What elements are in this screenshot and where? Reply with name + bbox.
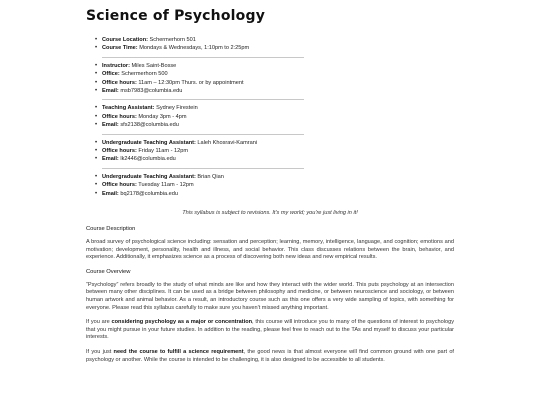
info-value: sfs2138@columbia.edu	[118, 122, 179, 129]
overview-text: If you are	[86, 319, 112, 326]
info-value: Mondays & Wednesdays, 1:10pm to 2:25pm	[137, 45, 250, 52]
info-value: 11am – 12:30pm Thurs. or by appointment	[136, 79, 244, 86]
overview-paragraph-requirement	[86, 349, 454, 364]
info-group	[92, 104, 304, 129]
info-item	[102, 139, 304, 147]
course-description-heading: Course Description	[86, 226, 136, 232]
info-item	[102, 62, 304, 70]
info-label: Email:	[102, 190, 119, 197]
info-value: Schermerhorn 501	[148, 37, 196, 43]
info-label: Email:	[102, 156, 119, 163]
info-label: Undergraduate Teaching Assistant:	[102, 173, 196, 180]
info-label: Email:	[102, 122, 119, 129]
info-label: Email:	[102, 88, 119, 95]
info-value: Friday 11am - 12pm	[136, 148, 189, 155]
overview-text: If you just	[86, 348, 114, 355]
info-value: bq2178@columbia.edu	[118, 190, 178, 197]
info-item	[102, 121, 304, 129]
info-item	[102, 70, 304, 78]
course-description-text: A broad survey of psychological science including: sensation and perception; learning, memory, intelligence, language, and cognition; emotions and motivation; development, personality, health and illness, and social behavior. This class discusses relations between the brain, behavior, and experience. Additionally, it emphasizes science as a process of discovering both new ideas and new empirical results.	[86, 239, 454, 261]
info-value: Monday 3pm - 4pm	[136, 113, 187, 120]
section-divider	[102, 168, 304, 169]
info-value: Schermerhorn 500	[119, 71, 168, 78]
info-value: msb7983@columbia.edu	[118, 88, 183, 95]
info-value: Tuesday 11am - 12pm	[136, 182, 194, 189]
info-label: Instructor:	[102, 62, 130, 69]
overview-text: , this course will introduce you to many of the questions of interest to psychology that you might pursue in your future studies. In addition to the reading, please feel free to reach out to the TAs and myself to discuss your particular interests.	[86, 319, 454, 341]
info-group	[92, 173, 304, 198]
page-title: Science of Psychology	[86, 8, 266, 24]
info-group	[92, 139, 304, 164]
info-value: lk2446@columbia.edu	[118, 156, 176, 163]
info-label: Undergraduate Teaching Assistant:	[102, 139, 196, 146]
course-body	[86, 226, 454, 371]
section-divider	[102, 57, 304, 58]
info-label: Teaching Assistant:	[102, 105, 155, 112]
info-item	[102, 181, 304, 189]
overview-emphasis: considering psychology as a major or concentration	[111, 319, 253, 326]
info-item	[102, 155, 304, 163]
overview-paragraph: “Psychology” refers broadly to the study of what minds are like and how they interact with the wider world. This puts psychology at an intersection between many other disciplines. It can be used as a bridge between philosophy and medicine, or between neuroscience and sociology, or between human artwork and animal behavior. As a result, an introductory course such as this one offers a very wide sampling of topics, with something for everyone. Please read this syllabus carefully to make sure you haven't missed anything important.	[86, 281, 454, 311]
info-label: Course Location:	[102, 37, 148, 43]
info-group	[92, 36, 304, 53]
course-info	[92, 36, 304, 198]
info-label: Office hours:	[102, 148, 137, 155]
overview-text: , the good news is that almost everyone will find common ground with one part of psychology or another. While the course is intended to be challenging, it is also designed to be accessible to all students.	[86, 348, 454, 363]
info-label: Office hours:	[102, 79, 137, 86]
info-value: Brian Qian	[195, 173, 224, 180]
syllabus-note: This syllabus is subject to revisions. It's my world; you're just living in it!	[182, 210, 358, 216]
info-item	[102, 113, 304, 121]
info-item	[102, 79, 304, 87]
info-label: Office hours:	[102, 182, 137, 189]
info-value: Laleh Khosravi-Kamrani	[195, 139, 258, 146]
info-label: Office hours:	[102, 113, 137, 120]
info-item	[102, 190, 304, 198]
info-group	[92, 62, 304, 96]
section-divider	[102, 134, 304, 135]
section-divider	[102, 99, 304, 100]
course-overview-heading: Course Overview	[86, 268, 131, 275]
info-item	[102, 36, 304, 44]
info-item	[102, 87, 304, 95]
info-value: Miles Saint-Bosse	[129, 62, 177, 69]
info-label: Office:	[102, 71, 120, 78]
info-item	[102, 104, 304, 112]
info-item	[102, 173, 304, 181]
info-label: Course Time:	[102, 45, 138, 52]
info-item	[102, 147, 304, 155]
overview-paragraph-major	[86, 319, 454, 342]
overview-emphasis: need the course to fulfill a science requirement	[113, 348, 244, 355]
info-value: Sydney Firestein	[154, 105, 198, 112]
info-item	[102, 44, 304, 52]
